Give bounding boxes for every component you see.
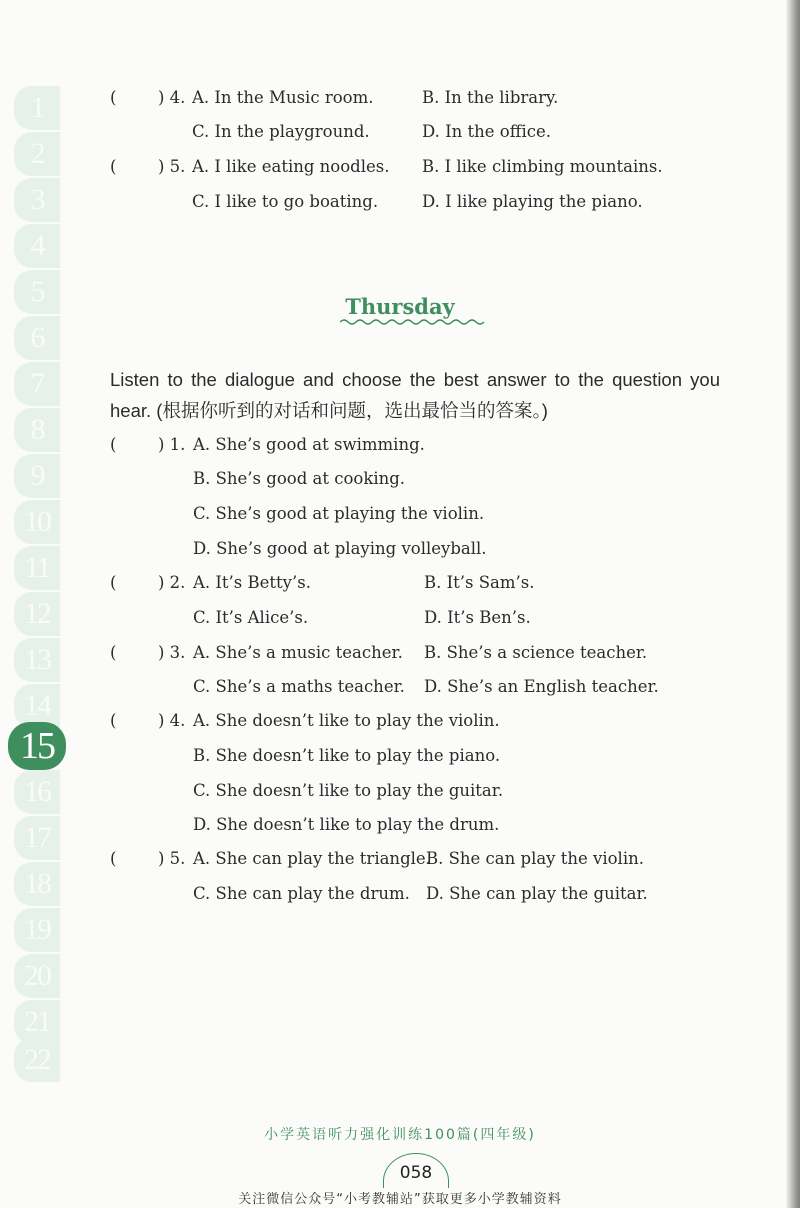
option-b: B. She’s a science teacher. <box>424 643 648 662</box>
option-d: D. She’s an English teacher. <box>424 677 659 696</box>
option-b: B. She doesn’t like to play the piano. <box>193 746 501 765</box>
answer-blank-open: ( <box>110 849 117 868</box>
option-b: B. She can play the violin. <box>426 849 644 868</box>
wave-underline-icon <box>340 318 486 326</box>
question-number: ) 1. <box>158 435 186 454</box>
option-b: B. In the library. <box>422 88 559 107</box>
question-number: ) 4. <box>158 711 186 730</box>
option-d: D. In the office. <box>422 122 551 141</box>
tab-lesson-11[interactable]: 11 <box>14 546 60 590</box>
answer-blank-open: ( <box>110 157 117 176</box>
tab-lesson-18[interactable]: 18 <box>14 862 60 906</box>
section-instruction: Listen to the dialogue and choose the best answer to the question you hear. (根据你听到的对话和问题，选出最恰当的答案。) <box>110 369 720 421</box>
tab-lesson-13[interactable]: 13 <box>14 638 60 682</box>
section-header <box>0 294 800 319</box>
option-d: D. She’s good at playing volleyball. <box>193 539 487 558</box>
option-d: D. She can play the guitar. <box>426 884 648 903</box>
option-a: A. It’s Betty’s. <box>193 573 311 592</box>
book-title: 小学英语听力强化训练100篇(四年级) <box>264 1127 536 1143</box>
page-number: 058 <box>383 1153 449 1188</box>
option-b: B. She’s good at cooking. <box>193 469 406 488</box>
option-c: C. It’s Alice’s. <box>193 608 309 627</box>
page-edge-shadow <box>786 0 800 1208</box>
tab-lesson-4[interactable]: 4 <box>14 224 60 268</box>
tab-lesson-2[interactable]: 2 <box>14 132 60 176</box>
answer-blank-open: ( <box>110 573 117 592</box>
option-c: C. She can play the drum. <box>193 884 410 903</box>
option-a: A. She doesn’t like to play the violin. <box>193 711 500 730</box>
tab-lesson-7[interactable]: 7 <box>14 362 60 406</box>
tab-lesson-3[interactable]: 3 <box>14 178 60 222</box>
question-number: ) 2. <box>158 573 186 592</box>
tab-lesson-16[interactable]: 16 <box>14 770 60 814</box>
option-d: D. I like playing the piano. <box>422 192 643 211</box>
option-b: B. I like climbing mountains. <box>422 157 663 176</box>
tab-lesson-17[interactable]: 17 <box>14 816 60 860</box>
option-c: C. I like to go boating. <box>192 192 379 211</box>
question-number: ) 4. <box>158 88 186 107</box>
tab-lesson-20[interactable]: 20 <box>14 954 60 998</box>
option-c: C. In the playground. <box>192 122 370 141</box>
tab-lesson-14[interactable]: 14 <box>14 684 60 728</box>
answer-blank-open: ( <box>110 643 117 662</box>
section-title: Thursday <box>345 294 455 319</box>
option-a: A. She can play the triangle. <box>193 849 431 868</box>
option-a: A. She’s a music teacher. <box>193 643 403 662</box>
tab-lesson-10[interactable]: 10 <box>14 500 60 544</box>
tab-lesson-5[interactable]: 5 <box>14 270 60 314</box>
tab-lesson-12[interactable]: 12 <box>14 592 60 636</box>
tab-lesson-21[interactable]: 21 <box>14 1000 60 1044</box>
tab-lesson-6[interactable]: 6 <box>14 316 60 360</box>
option-d: D. It’s Ben’s. <box>424 608 531 627</box>
option-a: A. I like eating noodles. <box>192 157 390 176</box>
question-number: ) 3. <box>158 643 186 662</box>
answer-blank-open: ( <box>110 435 117 454</box>
tab-lesson-22[interactable]: 22 <box>14 1038 60 1082</box>
question-number: ) 5. <box>158 849 186 868</box>
tab-lesson-19[interactable]: 19 <box>14 908 60 952</box>
question-number: ) 5. <box>158 157 186 176</box>
option-b: B. It’s Sam’s. <box>424 573 535 592</box>
option-c: C. She doesn’t like to play the guitar. <box>193 781 504 800</box>
promo-text: 关注微信公众号“小考教辅站”获取更多小学教辅资料 <box>238 1192 562 1207</box>
answer-blank-open: ( <box>110 88 117 107</box>
option-a: A. In the Music room. <box>192 88 374 107</box>
tab-lesson-15-active[interactable]: 15 <box>8 722 66 770</box>
tab-lesson-9[interactable]: 9 <box>14 454 60 498</box>
option-c: C. She’s a maths teacher. <box>193 677 405 696</box>
option-c: C. She’s good at playing the violin. <box>193 504 485 523</box>
tab-lesson-8[interactable]: 8 <box>14 408 60 452</box>
option-a: A. She’s good at swimming. <box>193 435 425 454</box>
tab-lesson-1[interactable]: 1 <box>14 86 60 130</box>
option-d: D. She doesn’t like to play the drum. <box>193 815 500 834</box>
answer-blank-open: ( <box>110 711 117 730</box>
